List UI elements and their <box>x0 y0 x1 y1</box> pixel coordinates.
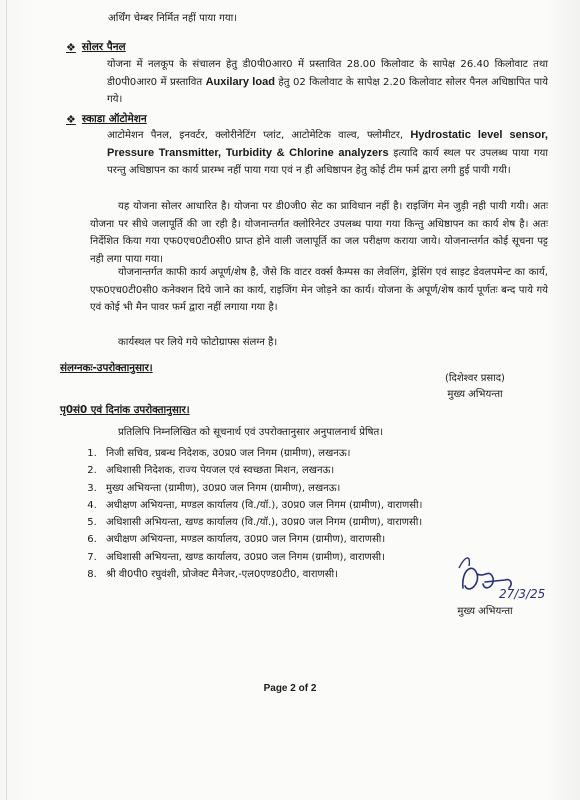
list-item: 6. अधीक्षण अभियन्ता, मण्डल कार्यालय, उ0प्र0 जल निगम (ग्रामीण), वाराणसी। <box>100 531 520 548</box>
signatory-designation: मुख्य अभियन्ता <box>447 389 503 400</box>
enclosure-label: संलग्नकः-उपरोक्तानुसार। <box>60 362 153 374</box>
diamond-bullet-icon: ❖ <box>66 40 76 54</box>
paragraph-incomplete-work: योजनान्तर्गत काफी कार्य अपूर्ण/शेष है, जैसे कि वाटर वर्क्स कैम्पस का लेवलिंग, ड्रेसिंग एवं साइट डेवलपमेन्ट का कार्य, एफ0एच0टी0सी0 कनेक्शन दिये जाने का कार्य, राइजिंग मेन जोड़ने का कार्य। योजना के अपूर्ण/शेष कार्य पूर्णतः बन्द पाये गये एवं कोई भी मैन पावर फर्म द्वारा नहीं लगाया गया है। <box>90 267 548 313</box>
signatory-block <box>420 371 530 403</box>
list-item: 5. अधिशासी अभियन्ता, खण्ड कार्यालय (वि./यॉ.), उ0प्र0 जल निगम (ग्रामीण), वाराणसी। <box>100 514 520 531</box>
list-item: 8. श्री वी0पी0 रघुवंशी, प्रोजेक्ट मैनेजर,-एल0एण्ड0टी0, वाराणसी। <box>100 566 520 583</box>
scada-heading: ❖ स्काडा ऑटोमेशन <box>66 112 147 126</box>
signature-stroke <box>463 568 511 589</box>
signatory2-block <box>435 604 535 620</box>
page-footer: Page 2 of 2 <box>263 683 317 694</box>
list-item: 2. अधिशासी निदेशक, राज्य पेयजल एवं स्वच्छता मिशन, लखनऊ। <box>100 462 520 479</box>
solar-paragraph: योजना में नलकूप के संचालन हेतु डी0पी0आर0 में प्रस्तावित 28.00 किलोवाट के सापेक्ष 26.40 किलोवाट तथा डी0पी0आर0 में प्रस्तावित Auxilary load हेतु 02 किलोवाट के सापेक्ष 2.20 किलोवाट सोलर पैनल अधिष्ठापित पाये गये। <box>107 59 548 105</box>
signature-date: 27/3/25 <box>499 587 546 601</box>
signatory2-designation: मुख्य अभियन्ता <box>457 606 513 617</box>
scada-paragraph: आटोमेशन पैनल, इनवर्टर, क्लोरीनेटिंग प्लांट, आटोमेटिक वाल्व, फ्लोमीटर, Hydrostatic level sensor, Pressure Transmitter, Turbidity & Chlorine analyzers इत्यादि कार्य स्थल पर उपलब्ध पाया गया परन्तु अधिष्ठापन का कार्य प्रारम्भ नहीं पाया गया एवं न ही अधिष्ठापन हेतु कोई टीम फर्म द्वारा लगी हुई पायी गयी। <box>107 129 548 176</box>
paragraph-photographs: कार्यस्थल पर लिये गये फोटोग्राफ्स संलग्न है। <box>118 337 278 348</box>
reference-line: पृ0सं0 एवं दिनांक उपरोक्तानुसार। <box>60 404 190 416</box>
solar-heading: ❖ सोलर पैनल <box>66 40 126 54</box>
list-item: 7. अधिशासी अभियन्ता, खण्ड कार्यालय, उ0प्र0 जल निगम (ग्रामीण), वाराणसी। <box>100 549 520 566</box>
list-item: 3. मुख्य अभियन्ता (ग्रामीण), उ0प्र0 जल निगम (ग्रामीण), लखनऊ। <box>100 480 520 497</box>
cc-list <box>70 445 520 583</box>
cc-intro: प्रतिलिपि निम्नलिखित को सूचनार्थ एवं उपरोक्तानुसार अनुपालनार्थ प्रेषित। <box>118 427 384 438</box>
diamond-bullet-icon: ❖ <box>66 112 76 126</box>
signatory-name: (दिशेश्वर प्रसाद) <box>445 373 505 384</box>
earthing-line: अर्थिंग चेम्बर निर्मित नहीं पाया गया। <box>108 13 238 24</box>
list-item: 1. निजी सचिव, प्रबन्ध निदेशक, उ0प्र0 जल निगम (ग्रामीण), लखनऊ। <box>100 445 520 462</box>
list-item: 4. अधीक्षण अभियन्ता, मण्डल कार्यालय (वि./यॉ.), उ0प्र0 जल निगम (ग्रामीण), वाराणसी। <box>100 497 520 514</box>
paragraph-solar-based: यह योजना सोलर आधारित है। योजना पर डी0जी0 सेट का प्राविधान नहीं है। राइजिंग मेन जुड़ी नही पायी गयी। अतः योजना पर सीधे जलापूर्ति की जा रही है। योजनान्तर्गत क्लोरिनेटर उपलब्ध पाया गया किन्तु अधिष्ठापन का कार्य शेष है। अतः निर्देशित किया गया एफ0एच0टी0सी0 प्राप्त होने वाली जलापूर्ति का जल परीक्षण कराया जाये। योजनान्तर्गत कोई सूचना पट्ट नही लगा पाया गया। <box>90 201 548 265</box>
signature-stroke <box>459 558 469 568</box>
